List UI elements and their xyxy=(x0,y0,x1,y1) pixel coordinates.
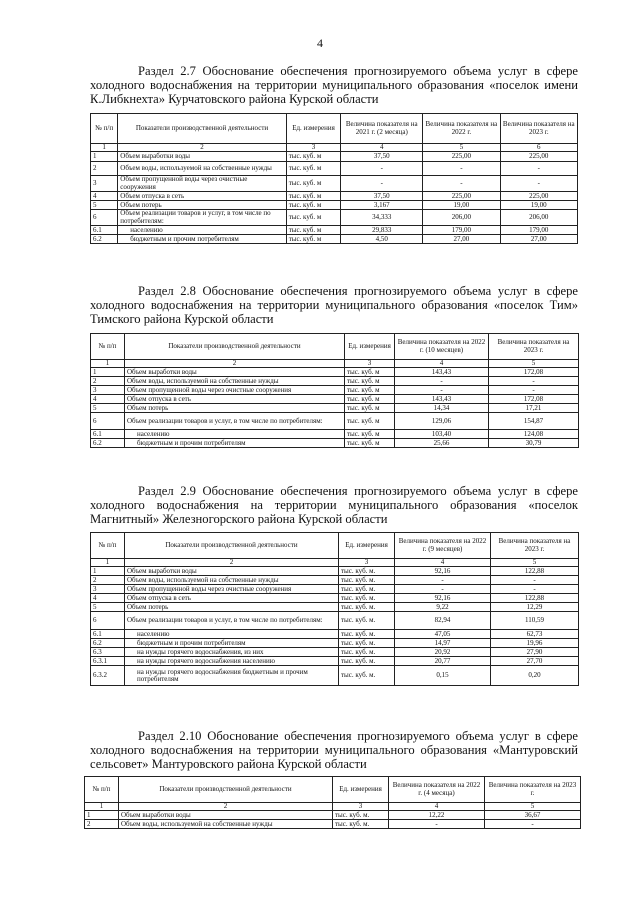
value-cell: - xyxy=(341,162,423,176)
value-cell: 82,94 xyxy=(395,612,491,630)
indicator-name-cell: населению xyxy=(125,430,345,439)
table-row xyxy=(91,226,578,235)
column-header: № п/п xyxy=(91,334,125,360)
table-section-2-9 xyxy=(90,532,579,686)
value-cell: 36,67 xyxy=(485,811,581,820)
row-number-cell: 2 xyxy=(91,162,118,176)
value-cell: - xyxy=(489,386,579,395)
value-cell: 17,21 xyxy=(489,404,579,413)
unit-cell: тыс. куб. м xyxy=(345,377,395,386)
indicator-name-cell: Объем потерь xyxy=(125,603,339,612)
row-number-cell: 3 xyxy=(91,176,118,192)
column-number: 2 xyxy=(119,803,333,811)
column-header: Величина показателя на 2022 г. (4 месяца) xyxy=(389,777,485,803)
value-cell: - xyxy=(395,386,489,395)
value-cell: 122,88 xyxy=(491,567,579,576)
column-number: 1 xyxy=(91,144,118,152)
value-cell: 20,92 xyxy=(395,648,491,657)
indicator-name-cell: на нужды горячего водоснабжения, из них xyxy=(125,648,339,657)
value-cell: 9,22 xyxy=(395,603,491,612)
indicator-name-cell: Объем отпуска в сеть xyxy=(125,395,345,404)
table-row xyxy=(91,413,579,430)
column-number: 5 xyxy=(485,803,581,811)
value-cell: - xyxy=(491,576,579,585)
unit-cell: тыс. куб. м xyxy=(286,192,341,201)
row-number-cell: 1 xyxy=(85,811,119,820)
column-header: Показатели производственной деятельности xyxy=(125,533,339,559)
column-number: 4 xyxy=(395,559,491,567)
unit-cell: тыс. куб. м xyxy=(345,439,395,448)
value-cell: 110,59 xyxy=(491,612,579,630)
table-header-row xyxy=(91,533,579,559)
row-number-cell: 2 xyxy=(91,576,125,585)
column-header: Показатели производственной деятельности xyxy=(125,334,345,360)
indicator-name-cell: Объем воды, используемой на собственные нужды xyxy=(125,576,339,585)
column-number-row xyxy=(91,144,578,152)
unit-cell: тыс. куб. м xyxy=(286,226,341,235)
table-row xyxy=(85,811,581,820)
value-cell: 124,08 xyxy=(489,430,579,439)
table-section-2-8 xyxy=(90,333,579,448)
value-cell: 37,50 xyxy=(341,152,423,162)
indicator-name-cell: Объем пропущенной воды через очистные сооружения xyxy=(125,585,339,594)
indicator-name-cell: Объем выработки воды xyxy=(118,152,286,162)
section-title-text: Раздел 2.10 Обоснование обеспечения прогнозируемого объема услуг в сфере холодного водоснабжения на территории муниципального образования «Мантуровский сельсовет» Мантуровского района Курской области xyxy=(90,729,578,771)
column-header: Ед. измерения xyxy=(339,533,395,559)
unit-cell: тыс. куб. м xyxy=(286,201,341,210)
value-cell: 206,00 xyxy=(423,210,500,226)
column-header: Показатели производственной деятельности xyxy=(119,777,333,803)
value-cell: 0,15 xyxy=(395,666,491,686)
value-cell: 12,29 xyxy=(491,603,579,612)
indicator-name-cell: бюджетным и прочим потребителям xyxy=(125,439,345,448)
table-section-2-7 xyxy=(90,113,578,244)
row-number-cell: 6.1 xyxy=(91,630,125,639)
column-header: № п/п xyxy=(91,533,125,559)
section-title-text: Раздел 2.9 Обоснование обеспечения прогнозируемого объема услуг в сфере холодного водоснабжения на территории муниципального образования «поселок Магнитный» Железногорского района Курской области xyxy=(90,484,578,526)
indicator-name-cell: бюджетным и прочим потребителям xyxy=(125,639,339,648)
column-number: 3 xyxy=(286,144,341,152)
section-2-8-title xyxy=(90,284,578,326)
value-cell: 14,34 xyxy=(395,404,489,413)
row-number-cell: 1 xyxy=(91,152,118,162)
indicator-name-cell: Объем воды, используемой на собственные нужды xyxy=(125,377,345,386)
column-header: Величина показателя на 2023 г. xyxy=(485,777,581,803)
unit-cell: тыс. куб. м xyxy=(345,413,395,430)
row-number-cell: 4 xyxy=(91,594,125,603)
table-header-row xyxy=(91,114,578,144)
row-number-cell: 1 xyxy=(91,567,125,576)
table-row xyxy=(91,439,579,448)
column-number: 6 xyxy=(500,144,577,152)
value-cell: 62,73 xyxy=(491,630,579,639)
table-row xyxy=(91,368,579,377)
value-cell: 19,00 xyxy=(423,201,500,210)
column-header: Величина показателя на 2021 г. (2 месяца) xyxy=(341,114,423,144)
indicator-name-cell: Объем отпуска в сеть xyxy=(118,192,286,201)
value-cell: 179,00 xyxy=(500,226,577,235)
row-number-cell: 3 xyxy=(91,585,125,594)
column-header: Ед. измерения xyxy=(333,777,389,803)
row-number-cell: 6.2 xyxy=(91,639,125,648)
table-row xyxy=(91,585,579,594)
unit-cell: тыс. куб. м. xyxy=(339,567,395,576)
unit-cell: тыс. куб. м. xyxy=(339,657,395,666)
value-cell: 27,00 xyxy=(500,235,577,244)
column-header: Показатели производственной деятельности xyxy=(118,114,286,144)
indicator-name-cell: Объем потерь xyxy=(118,201,286,210)
column-header: Величина показателя на 2023 г. xyxy=(500,114,577,144)
column-number: 3 xyxy=(333,803,389,811)
column-number: 4 xyxy=(395,360,489,368)
column-number: 5 xyxy=(489,360,579,368)
section-title-text: Раздел 2.7 Обоснование обеспечения прогнозируемого объема услуг в сфере холодного водоснабжения на территории муниципального образования «поселок имени К.Либкнехта» Курчатовского района Курской области xyxy=(90,64,578,106)
value-cell: - xyxy=(389,820,485,829)
table-row xyxy=(91,152,578,162)
table-header-row xyxy=(85,777,581,803)
column-header: Величина показателя на 2022 г. (9 месяцев) xyxy=(395,533,491,559)
table-row xyxy=(91,377,579,386)
value-cell: 19,00 xyxy=(500,201,577,210)
indicator-name-cell: Объем реализации товаров и услуг, в том числе по потребителям: xyxy=(118,210,286,226)
column-number: 1 xyxy=(91,559,125,567)
column-header: № п/п xyxy=(91,114,118,144)
unit-cell: тыс. куб. м. xyxy=(339,648,395,657)
indicator-name-cell: Объем пропущенной воды через очистные сооружения xyxy=(118,176,286,192)
section-2-10-title xyxy=(90,729,578,771)
value-cell: 37,50 xyxy=(341,192,423,201)
value-cell: 225,00 xyxy=(500,152,577,162)
column-header: Ед. измерения xyxy=(345,334,395,360)
table-row xyxy=(91,395,579,404)
table-row xyxy=(91,648,579,657)
table-row xyxy=(91,594,579,603)
table-row xyxy=(85,820,581,829)
table-row xyxy=(91,404,579,413)
column-number: 4 xyxy=(389,803,485,811)
section-2-9-title xyxy=(90,484,578,526)
column-number: 4 xyxy=(341,144,423,152)
value-cell: 29,833 xyxy=(341,226,423,235)
table-header-row xyxy=(91,334,579,360)
table-row xyxy=(91,567,579,576)
column-number: 2 xyxy=(125,360,345,368)
table-row xyxy=(91,430,579,439)
column-number: 1 xyxy=(91,360,125,368)
table-row xyxy=(91,176,578,192)
indicator-name-cell: населению xyxy=(125,630,339,639)
table-row xyxy=(91,201,578,210)
indicator-name-cell: Объем воды, используемой на собственные нужды xyxy=(119,820,333,829)
row-number-cell: 6.2 xyxy=(91,235,118,244)
value-cell: - xyxy=(423,162,500,176)
unit-cell: тыс. куб. м xyxy=(345,368,395,377)
column-header: Величина показателя на 2023 г. xyxy=(491,533,579,559)
row-number-cell: 6 xyxy=(91,210,118,226)
value-cell: - xyxy=(489,377,579,386)
column-number-row xyxy=(91,360,579,368)
table-row xyxy=(91,576,579,585)
value-cell: 19,96 xyxy=(491,639,579,648)
column-header: № п/п xyxy=(85,777,119,803)
column-number: 1 xyxy=(85,803,119,811)
table-row xyxy=(91,210,578,226)
unit-cell: тыс. куб. м. xyxy=(339,603,395,612)
value-cell: 30,79 xyxy=(489,439,579,448)
column-header: Величина показателя на 2023 г. xyxy=(489,334,579,360)
indicator-name-cell: Объем выработки воды xyxy=(125,368,345,377)
value-cell: - xyxy=(423,176,500,192)
table-row xyxy=(91,666,579,686)
indicator-name-cell: бюджетным и прочим потребителям xyxy=(118,235,286,244)
column-header: Величина показателя на 2022 г. xyxy=(423,114,500,144)
table-row xyxy=(91,657,579,666)
indicator-name-cell: на нужды горячего водоснабжения населению xyxy=(125,657,339,666)
value-cell: 143,43 xyxy=(395,368,489,377)
table-row xyxy=(91,235,578,244)
indicator-name-cell: Объем воды, используемой на собственные нужды xyxy=(118,162,286,176)
table-row xyxy=(91,386,579,395)
value-cell: 179,00 xyxy=(423,226,500,235)
table-row xyxy=(91,612,579,630)
column-number: 3 xyxy=(345,360,395,368)
value-cell: 27,00 xyxy=(423,235,500,244)
row-number-cell: 5 xyxy=(91,404,125,413)
indicator-name-cell: Объем пропущенной воды через очистные сооружения xyxy=(125,386,345,395)
indicator-name-cell: Объем реализации товаров и услуг, в том числе по потребителям: xyxy=(125,413,345,430)
value-cell: 225,00 xyxy=(500,192,577,201)
row-number-cell: 6.3.2 xyxy=(91,666,125,686)
value-cell: - xyxy=(500,176,577,192)
value-cell: 34,333 xyxy=(341,210,423,226)
column-number: 2 xyxy=(118,144,286,152)
table-row xyxy=(91,639,579,648)
section-title-text: Раздел 2.8 Обоснование обеспечения прогнозируемого объема услуг в сфере холодного водоснабжения на территории муниципального образования «поселок Тим» Тимского района Курской области xyxy=(90,284,578,326)
value-cell: 225,00 xyxy=(423,192,500,201)
indicator-name-cell: Объем выработки воды xyxy=(125,567,339,576)
value-cell: 14,97 xyxy=(395,639,491,648)
value-cell: - xyxy=(395,585,491,594)
value-cell: - xyxy=(341,176,423,192)
column-header: Величина показателя на 2022 г. (10 месяцев) xyxy=(395,334,489,360)
unit-cell: тыс. куб. м. xyxy=(339,630,395,639)
value-cell: 92,16 xyxy=(395,594,491,603)
row-number-cell: 2 xyxy=(91,377,125,386)
indicator-name-cell: Объем выработки воды xyxy=(119,811,333,820)
indicator-name-cell: населению xyxy=(118,226,286,235)
row-number-cell: 6 xyxy=(91,413,125,430)
indicator-name-cell: Объем реализации товаров и услуг, в том числе по потребителям: xyxy=(125,612,339,630)
value-cell: 206,00 xyxy=(500,210,577,226)
value-cell: 20,77 xyxy=(395,657,491,666)
unit-cell: тыс. куб. м. xyxy=(339,576,395,585)
value-cell: - xyxy=(491,585,579,594)
row-number-cell: 6 xyxy=(91,612,125,630)
value-cell: 4,50 xyxy=(341,235,423,244)
unit-cell: тыс. куб. м xyxy=(286,152,341,162)
value-cell: 0,20 xyxy=(491,666,579,686)
row-number-cell: 6.1 xyxy=(91,226,118,235)
indicator-name-cell: Объем потерь xyxy=(125,404,345,413)
value-cell: 12,22 xyxy=(389,811,485,820)
row-number-cell: 4 xyxy=(91,395,125,404)
row-number-cell: 5 xyxy=(91,201,118,210)
row-number-cell: 3 xyxy=(91,386,125,395)
value-cell: 47,05 xyxy=(395,630,491,639)
unit-cell: тыс. куб. м xyxy=(345,386,395,395)
value-cell: 25,66 xyxy=(395,439,489,448)
unit-cell: тыс. куб. м. xyxy=(339,639,395,648)
column-number-row xyxy=(91,559,579,567)
row-number-cell: 4 xyxy=(91,192,118,201)
row-number-cell: 6.2 xyxy=(91,439,125,448)
table-section-2-10 xyxy=(84,776,581,829)
value-cell: 129,06 xyxy=(395,413,489,430)
value-cell: 103,40 xyxy=(395,430,489,439)
unit-cell: тыс. куб. м. xyxy=(333,820,389,829)
unit-cell: тыс. куб. м xyxy=(286,210,341,226)
unit-cell: тыс. куб. м xyxy=(286,235,341,244)
unit-cell: тыс. куб. м. xyxy=(339,594,395,603)
unit-cell: тыс. куб. м. xyxy=(339,585,395,594)
value-cell: - xyxy=(485,820,581,829)
unit-cell: тыс. куб. м xyxy=(345,395,395,404)
table-row xyxy=(91,630,579,639)
value-cell: 122,88 xyxy=(491,594,579,603)
indicator-name-cell: на нужды горячего водоснабжения бюджетным и прочим потребителям xyxy=(125,666,339,686)
value-cell: 225,00 xyxy=(423,152,500,162)
unit-cell: тыс. куб. м. xyxy=(333,811,389,820)
column-number: 3 xyxy=(339,559,395,567)
row-number-cell: 6.3 xyxy=(91,648,125,657)
unit-cell: тыс. куб. м xyxy=(345,404,395,413)
value-cell: 143,43 xyxy=(395,395,489,404)
indicator-name-cell: Объем отпуска в сеть xyxy=(125,594,339,603)
row-number-cell: 6.3.1 xyxy=(91,657,125,666)
unit-cell: тыс. куб. м xyxy=(286,162,341,176)
value-cell: 3,167 xyxy=(341,201,423,210)
value-cell: 92,16 xyxy=(395,567,491,576)
row-number-cell: 5 xyxy=(91,603,125,612)
table-row xyxy=(91,192,578,201)
value-cell: 27,90 xyxy=(491,648,579,657)
column-number: 5 xyxy=(423,144,500,152)
unit-cell: тыс. куб. м. xyxy=(339,666,395,686)
table-row xyxy=(91,162,578,176)
row-number-cell: 6.1 xyxy=(91,430,125,439)
column-number: 5 xyxy=(491,559,579,567)
value-cell: - xyxy=(395,576,491,585)
unit-cell: тыс. куб. м xyxy=(345,430,395,439)
unit-cell: тыс. куб. м xyxy=(286,176,341,192)
page-number: 4 xyxy=(317,36,323,50)
value-cell: 27,70 xyxy=(491,657,579,666)
unit-cell: тыс. куб. м. xyxy=(339,612,395,630)
value-cell: 172,08 xyxy=(489,395,579,404)
table-row xyxy=(91,603,579,612)
section-2-7-title xyxy=(90,64,578,106)
row-number-cell: 1 xyxy=(91,368,125,377)
value-cell: 172,08 xyxy=(489,368,579,377)
column-header: Ед. измерения xyxy=(286,114,341,144)
value-cell: - xyxy=(500,162,577,176)
column-number-row xyxy=(85,803,581,811)
row-number-cell: 2 xyxy=(85,820,119,829)
value-cell: - xyxy=(395,377,489,386)
column-number: 2 xyxy=(125,559,339,567)
value-cell: 154,87 xyxy=(489,413,579,430)
